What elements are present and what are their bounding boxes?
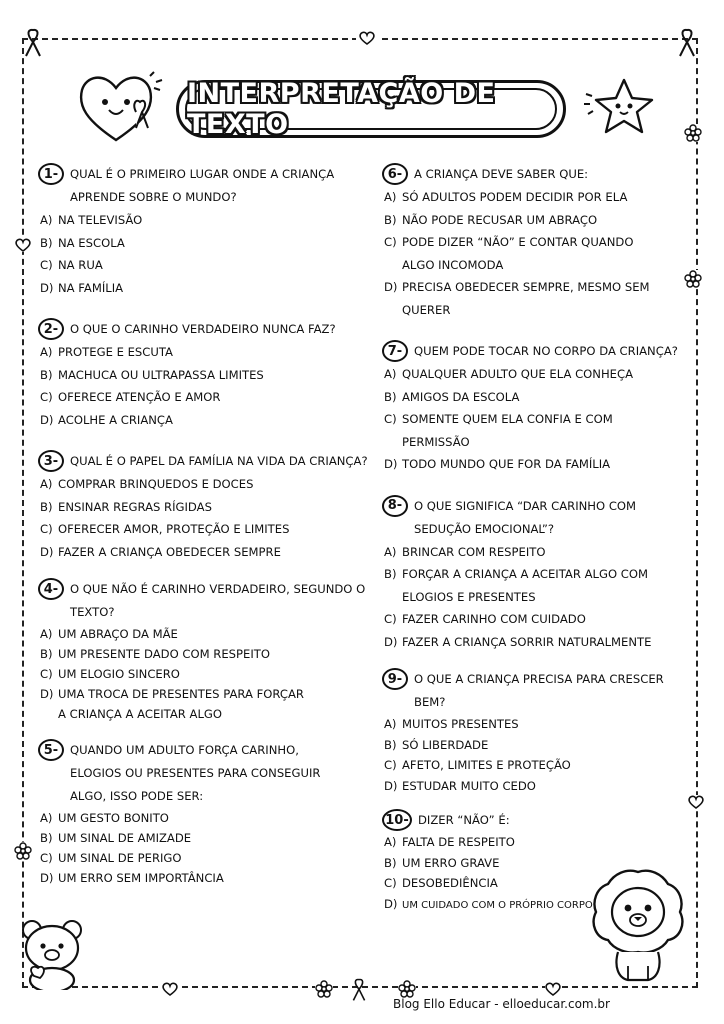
option-b: B) NA ESCOLA xyxy=(40,235,125,250)
option-b: B) MACHUCA OU ULTRAPASSA LIMITES xyxy=(40,367,264,382)
option-b: B) FORÇAR A CRIANÇA A ACEITAR ALGO COM ELOGIOS E PRESENTES xyxy=(384,567,648,604)
question-7 xyxy=(382,343,682,476)
title-badge xyxy=(176,80,566,138)
option-c: C) DESOBEDIÊNCIA xyxy=(384,876,498,890)
heart-icon xyxy=(15,238,31,252)
question-number: 3- xyxy=(38,450,64,472)
option-b: B) UM ERRO GRAVE xyxy=(384,855,500,870)
option-c: C) UM SINAL DE PERIGO xyxy=(40,851,182,865)
option-a: A) UM ABRAÇO DA MÃE xyxy=(40,627,178,641)
option-c: C) NA RUA xyxy=(40,258,103,272)
option-d: D) ACOLHE A CRIANÇA xyxy=(40,412,173,427)
question-8 xyxy=(382,498,682,654)
option-c: C) OFERECER AMOR, PROTEÇÃO E LIMITES xyxy=(40,522,290,536)
question-5 xyxy=(38,742,368,888)
option-a: A) QUALQUER ADULTO QUE ELA CONHEÇA xyxy=(384,367,634,381)
question-9 xyxy=(382,671,682,796)
question-text: O QUE SIGNIFICA “DAR CARINHO COM SEDUÇÃO EMOCIONAL”? xyxy=(414,498,637,536)
option-a: A) FALTA DE RESPEITO xyxy=(384,835,515,849)
question-number: 5- xyxy=(38,739,64,761)
option-c: C) OFERECE ATENÇÃO E AMOR xyxy=(40,390,221,404)
option-a: A) UM GESTO BONITO xyxy=(40,811,169,825)
question-text: QUANDO UM ADULTO FORÇA CARINHO, ELOGIOS OU PRESENTES PARA CONSEGUIR ALGO, ISSO PODE SER: xyxy=(70,743,321,803)
option-a: A) COMPRAR BRINQUEDOS E DOCES xyxy=(40,477,254,491)
option-d: D) UM CUIDADO COM O PRÓPRIO CORPO xyxy=(384,896,593,911)
option-c: C) UM ELOGIO SINCERO xyxy=(40,667,180,681)
option-d: D) UM ERRO SEM IMPORTÂNCIA xyxy=(40,871,224,885)
option-d: D) UMA TROCA DE PRESENTES PARA FORÇAR A CRIANÇA A ACEITAR ALGO xyxy=(40,687,304,721)
ribbon-icon xyxy=(22,28,44,58)
heart-icon xyxy=(688,795,704,809)
question-text: O QUE NÃO É CARINHO VERDADEIRO, SEGUNDO O TEXTO? xyxy=(70,582,366,619)
heart-icon xyxy=(356,31,378,45)
question-number: 2- xyxy=(38,318,64,340)
question-text: QUEM PODE TOCAR NO CORPO DA CRIANÇA? xyxy=(414,344,678,358)
question-number: 6- xyxy=(382,163,408,185)
question-text: O QUE A CRIANÇA PRECISA PARA CRESCER BEM? xyxy=(414,672,664,709)
question-1 xyxy=(38,166,368,299)
ribbon-icon xyxy=(676,28,698,58)
heart-icon xyxy=(545,982,561,996)
option-a: A) BRINCAR COM RESPEITO xyxy=(384,544,546,559)
option-b: B) AMIGOS DA ESCOLA xyxy=(384,389,520,404)
right-column xyxy=(382,166,682,916)
question-text: QUAL É O PAPEL DA FAMÍLIA NA VIDA DA CRIANÇA? xyxy=(70,454,368,468)
option-b: B) UM SINAL DE AMIZADE xyxy=(40,831,192,845)
option-a: A) SÓ ADULTOS PODEM DECIDIR POR ELA xyxy=(384,190,628,204)
question-6 xyxy=(382,166,682,321)
heart-icon xyxy=(162,982,178,996)
question-text: QUAL É O PRIMEIRO LUGAR ONDE A CRIANÇA APRENDE SOBRE O MUNDO? xyxy=(70,167,335,204)
option-b: B) SÓ LIBERDADE xyxy=(384,737,489,752)
option-c: C) FAZER CARINHO COM CUIDADO xyxy=(384,612,586,626)
flower-icon xyxy=(14,842,32,860)
star-mascot-icon xyxy=(580,74,660,138)
flower-icon xyxy=(684,124,702,142)
option-c: C) AFETO, LIMITES E PROTEÇÃO xyxy=(384,758,571,772)
option-b: B) ENSINAR REGRAS RÍGIDAS xyxy=(40,499,212,514)
option-b: B) NÃO PODE RECUSAR UM ABRAÇO xyxy=(384,212,598,227)
option-c: C) SOMENTE QUEM ELA CONFIA E COM PERMISSÃO xyxy=(384,412,613,449)
footer-credit: Blog Ello Educar - elloeducar.com.br xyxy=(393,997,610,1011)
question-2 xyxy=(38,321,368,431)
question-number: 4- xyxy=(38,578,64,600)
question-text: A CRIANÇA DEVE SABER QUE: xyxy=(414,167,589,181)
page-title: INTERPRETAÇÃO DE TEXTO xyxy=(187,78,496,140)
option-d: D) TODO MUNDO QUE FOR DA FAMÍLIA xyxy=(384,457,611,471)
option-d: D) FAZER A CRIANÇA OBEDECER SEMPRE xyxy=(40,544,281,559)
option-d: D) NA FAMÍLIA xyxy=(40,280,124,295)
option-a: A) MUITOS PRESENTES xyxy=(384,717,519,731)
option-b: B) UM PRESENTE DADO COM RESPEITO xyxy=(40,647,270,661)
bear-mascot-icon xyxy=(18,918,86,990)
flower-icon xyxy=(684,270,702,288)
option-a: A) NA TELEVISÃO xyxy=(40,213,143,227)
heart-mascot-icon xyxy=(76,68,166,146)
question-3 xyxy=(38,453,368,563)
option-a: A) PROTEGE E ESCUTA xyxy=(40,345,173,359)
question-number: 1- xyxy=(38,163,64,185)
question-number: 8- xyxy=(382,495,408,517)
question-number: 7- xyxy=(382,340,408,362)
question-4 xyxy=(38,581,368,724)
flower-icon xyxy=(398,980,416,998)
option-c: C) PODE DIZER “NÃO” E CONTAR QUANDO ALGO INCOMODA xyxy=(384,235,634,272)
option-d: D) ESTUDAR MUITO CEDO xyxy=(384,778,536,793)
question-text: DIZER “NÃO” É: xyxy=(418,813,510,827)
ribbon-icon xyxy=(350,978,368,1002)
option-d: D) FAZER A CRIANÇA SORRIR NATURALMENTE xyxy=(384,634,652,649)
question-text: O QUE O CARINHO VERDADEIRO NUNCA FAZ? xyxy=(70,322,336,336)
flower-icon xyxy=(315,980,333,998)
option-d: D) PRECISA OBEDECER SEMPRE, MESMO SEM QUERER xyxy=(384,280,650,317)
question-number: 9- xyxy=(382,668,408,690)
left-column xyxy=(38,166,368,888)
question-number: 10- xyxy=(382,809,412,831)
lion-mascot-icon xyxy=(588,866,688,984)
